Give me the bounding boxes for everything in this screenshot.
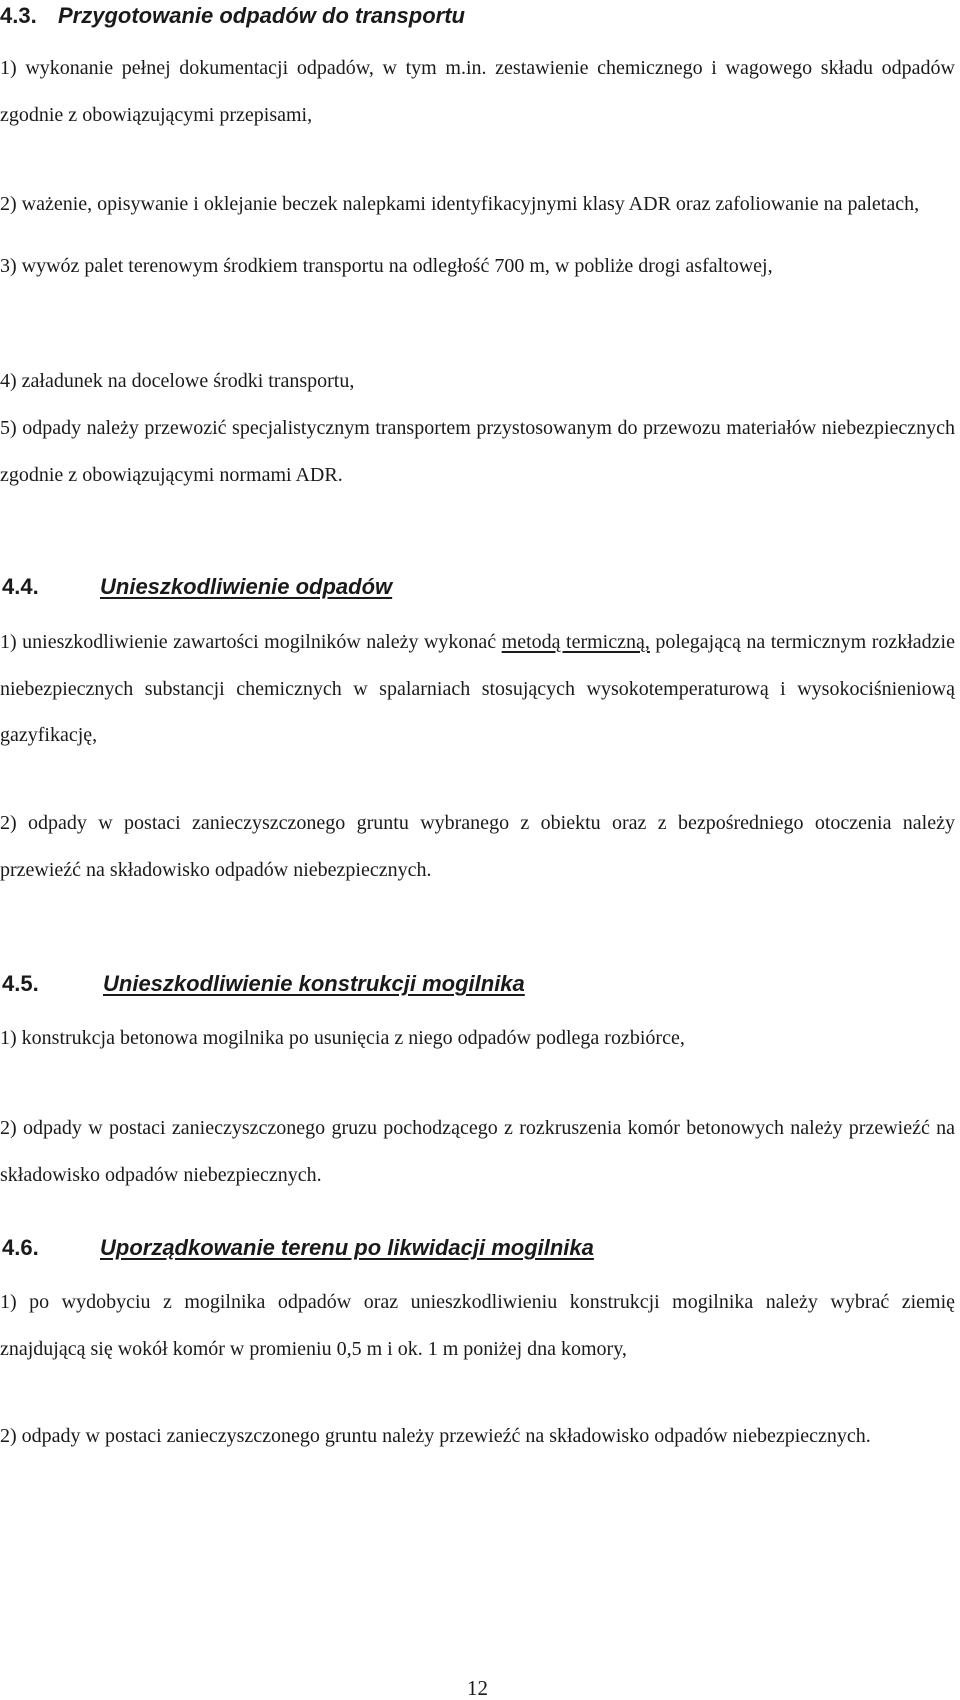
item-text: po wydobyciu z mogilnika odpadów oraz unieszkodliwieniu konstrukcji mogilnika należy wybrać ziemię znajdującą się wokół komór w promieniu 0,5 m i ok. 1 m poniżej dna komory, (0, 1291, 956, 1360)
item-text: odpady w postaci zanieczyszczonego gruntu wybranego z obiektu oraz z bezpośredniego otoczenia należy przewieźć na składowisko odpadów niebezpiecznych. (0, 812, 955, 881)
item-number: 5) (0, 417, 17, 439)
list-item (0, 243, 955, 290)
section-title: Przygotowanie odpadów do transportu (58, 3, 465, 28)
section-title: Uporządkowanie terenu po likwidacji mogilnika (100, 1235, 594, 1260)
item-text: wywóz palet terenowym środkiem transportu na odległość 700 m, w pobliże drogi asfaltowej, (21, 255, 773, 277)
list-item (0, 1015, 955, 1062)
item-text: odpady w postaci zanieczyszczonego gruntu należy przewieźć na składowisko odpadów niebezpiecznych. (21, 1425, 871, 1447)
section-heading-4-5 (0, 970, 525, 998)
item-number: 1) (0, 57, 17, 79)
list-item (0, 619, 955, 759)
item-text: ważenie, opisywanie i oklejanie beczek nalepkami identyfikacyjnymi klasy ADR oraz zafoliowanie na paletach, (21, 193, 920, 215)
item-text: polegającą na termicznym rozkładzie niebezpiecznych substancji chemicznych w spalarniach stosujących wysokotemperaturową i wysokociśnieniową gazyfikację, (0, 631, 955, 747)
list-item (0, 358, 955, 405)
item-text: odpady należy przewozić specjalistycznym transportem przystosowanym do przewozu materiałów niebezpiecznych zgodnie z obowiązującymi normami ADR. (0, 417, 956, 486)
list-item (0, 1105, 955, 1198)
item-text: odpady w postaci zanieczyszczonego gruzu pochodzącego z rozkruszenia komór betonowych należy przewieźć na składowisko odpadów niebezpiecznych. (0, 1117, 956, 1186)
item-number: 1) (0, 1027, 17, 1049)
item-number: 3) (0, 255, 17, 277)
list-item (0, 1279, 955, 1372)
section-heading-4-6 (0, 1234, 594, 1262)
list-item (0, 181, 955, 228)
section-heading-4-3 (0, 2, 465, 30)
item-text: konstrukcja betonowa mogilnika po usunięcia z niego odpadów podlega rozbiórce, (21, 1027, 685, 1049)
item-text-underlined: metodą termiczną, (501, 631, 650, 653)
list-item (0, 1413, 955, 1460)
section-title: Unieszkodliwienie odpadów (100, 574, 393, 599)
item-text: unieszkodliwienie zawartości mogilników należy wykonać (22, 631, 502, 653)
section-number: 4.3. (0, 3, 37, 28)
section-heading-4-4 (0, 573, 392, 601)
item-text: wykonanie pełnej dokumentacji odpadów, w tym m.in. zestawienie chemicznego i wagowego składu odpadów zgodnie z obowiązującymi przepisami, (0, 57, 956, 126)
section-number: 4.4. (2, 574, 39, 599)
item-text: załadunek na docelowe środki transportu, (21, 370, 355, 392)
item-number: 1) (0, 1291, 17, 1313)
list-item (0, 405, 955, 498)
section-title: Unieszkodliwienie konstrukcji mogilnika (103, 971, 525, 996)
item-number: 2) (0, 812, 17, 834)
item-number: 4) (0, 370, 17, 392)
section-number: 4.6. (2, 1235, 39, 1260)
item-number: 2) (0, 193, 17, 215)
page-number: 12 (467, 1676, 488, 1700)
section-number: 4.5. (2, 971, 39, 996)
list-item (0, 45, 955, 138)
item-number: 1) (0, 631, 17, 653)
list-item (0, 800, 955, 893)
item-number: 2) (0, 1425, 17, 1447)
item-number: 2) (0, 1117, 17, 1139)
